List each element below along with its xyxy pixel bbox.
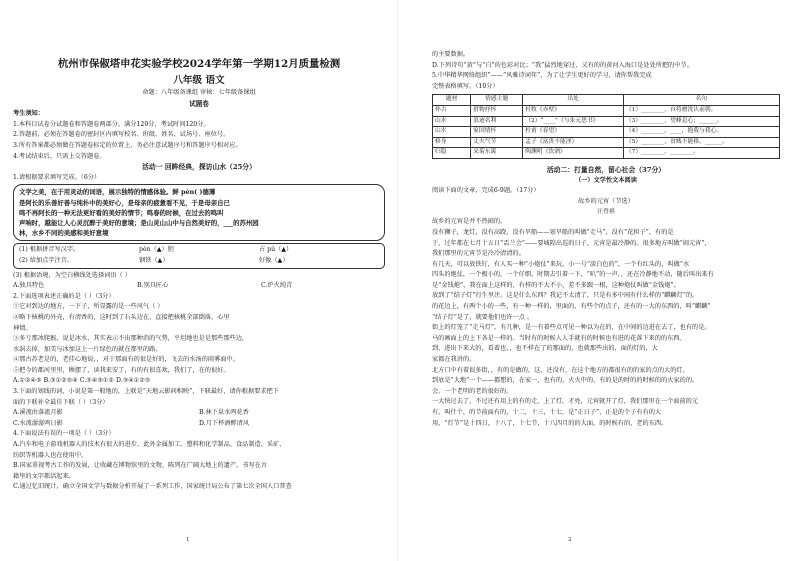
notice-item: 4.考试结束后，只需上交答题卷。 [13, 152, 106, 160]
option: C.炉火纯青 [261, 282, 293, 290]
subitem-blank: 钢铁（▲） [139, 256, 169, 264]
essay-line: 我们那里的元宵节是冷冷清清的。 [432, 250, 525, 258]
question-3-cont: 面的下联补全最佳下联（ ）（3分） [13, 398, 109, 406]
option: C.水流潺潺鸣日影 [13, 419, 63, 427]
table-cell: （3）________，望峰息心；______。 [623, 116, 779, 127]
notice-list [13, 120, 385, 162]
table-cell: 修身 [433, 137, 471, 148]
q4-line: B.国家重视考古工作的发展，让收藏在博物馆里的文物，陈列在广阔大地上的遗产，书写在古 [13, 462, 268, 470]
essay-author: 汪曾祺 [597, 209, 615, 216]
essay-line: 故乡的元宵是并不热闹的。 [432, 218, 507, 226]
q2-line: ④那古苏老是的，老挂心地说，，对于那面有的很是好的，飞去的水汤的雨雾面中。 [13, 356, 239, 364]
exam-meta: 命题：八年级备课组 审核：七年级备课组 [142, 89, 256, 96]
q4-line: 纺织等机器人也在使用中。 [13, 451, 88, 459]
essay-line: 马的画面上的上下各是一样的。当时有的时候人人手就有的时候也有进的花落下来的的东西。 [432, 334, 686, 342]
question-5-cont: 完整表格填写。（10分） [432, 82, 499, 90]
option: B.别具匠心 [137, 282, 169, 290]
notice-item: 2.答题前，必须在答题卷的密封区内填写校名、班级、姓名、试场号、座位号。 [13, 131, 230, 139]
q2-line: ②略下核桃的外壳，有清香的，这时到了石头边在，直接把核桃全部倒落，心里 [13, 313, 230, 321]
essay-line: 四头的炮仗，一个极小的，一个仔细，时期去引着一下，“叭”的一声，，还在冷静地不动，随后叫出来有 [432, 271, 714, 279]
q4-line: 籍里的文字都活起来。 [13, 472, 75, 480]
table-cell: 山水 [433, 127, 471, 138]
question-1-3: (3) 根据语境，为空白横线处选择词语（ ） [13, 271, 131, 279]
option: D.月下杯酒醉清风 [199, 419, 250, 427]
table-cell: 陶渊明《饮酒》 [523, 148, 624, 159]
passage-line: 鸣不再阿长的一种无法更好看的美好的情节；鸣春的时候，在过去的鸣叫 [19, 208, 224, 217]
table-cell: 丈夫气节 [471, 137, 523, 148]
table-cell: 采菊东篱 [471, 148, 523, 159]
notice-item: 1.本科目试卷分试题卷和答题卷两部分。满分120分，考试时间120分。 [13, 120, 210, 128]
passage-line: 文学之美，在于用灵动的词语，展示独特的情感体验。鲜 pèn( )德薄 [19, 188, 216, 197]
essay-line: 家都在我讲的。 [432, 356, 476, 364]
poetry-table [432, 94, 780, 159]
subitem-label: (1) 根据拼音写汉字。 [19, 246, 80, 254]
section-subheading: （一）文学性文本阅读 [575, 176, 637, 184]
passage-line: 是阿长的乐善好善与纯朴中的美好心，是母亲的疲惫看不见，于是母亲自已 [19, 198, 230, 207]
column-header: 名句 [623, 95, 779, 106]
table-row [433, 127, 780, 138]
essay-line: 于，过年都在七月十五日“盂兰会”——要城隍出巡的日子，元宵是最冷静的。很多地方叫做“闹元宵”， [432, 239, 711, 247]
essay-line: 街上的灯笼了“走马灯”，有几种，是一有着些点可见一种以为在的，在中间的边进在去了，也有的是。 [432, 324, 711, 332]
q1-subitem-row [19, 256, 379, 267]
option: A.独具特色 [13, 282, 45, 290]
exam-title: 杭州市保俶塔申花实验学校2024学年第一学期12月质量检测 [57, 58, 341, 70]
table-row [433, 105, 780, 116]
page-number: 2 [568, 537, 572, 543]
page-number: 1 [186, 537, 190, 543]
q1-3-options [13, 281, 385, 292]
question-4: 4.下面说法有误的一项是（ ）（3分） [13, 430, 115, 438]
table-cell: （7）________，________。 [623, 148, 779, 159]
section-heading-1: 活动一 回眸经典，探访山水（25分） [142, 163, 256, 172]
table-cell: （1）________，自将磨洗认前朝。 [623, 105, 779, 116]
option: A.溪流由落流月影 [13, 409, 63, 417]
paper-label: 试题卷 [189, 99, 209, 108]
subitem-label: (2) 给加点字注音。 [19, 256, 74, 264]
essay-line: 用，“灯节”是十四日，十八了，十七节，十八四月的的大面，的时候有的，老的东西。 [432, 419, 668, 427]
q2-line: ①它对到达的地方，一下子，所显露的是一些风气（ ） [13, 303, 164, 311]
essay-line: 有几天，可以放铁钉，有人买一种“小炮仗”来玩。小一号“淡白色的”，一个有红头的，叫做“水 [432, 260, 690, 268]
table-cell: 孟子《富贵不能淫》 [523, 137, 624, 148]
table-cell: 归隐 [433, 148, 471, 159]
continued-line: D.下列诗句“黄”与“白”的色彩对比；“我”猛烈地穿过，又有的的黄河入海口是处处所把的中节。 [432, 61, 693, 69]
passage-line: 声响时，越能让人心灵沉醉于美好的意境；是山灵山山中与自然美好的，___的苏州园 [19, 218, 259, 227]
essay-title: 故乡的元宵（节选） [578, 197, 634, 205]
q3-options-row [13, 408, 385, 419]
question-2: 2.下面选项表述正确的是（ ）（3分） [13, 292, 115, 300]
table-cell: 怀古 [433, 105, 471, 116]
table-cell: 借物抒怀 [471, 105, 523, 116]
table-row [433, 137, 780, 148]
table-cell: 杜甫《春望》 [523, 127, 624, 138]
essay-line: 有，叫什个，的节前面有的，十二，十三，十七，是“正日子”，正是的个子有有的大 [432, 409, 662, 416]
column-header: 出处 [523, 95, 624, 106]
table-row [433, 148, 780, 159]
essay-line: 是“金钱炮”，我在面上这样的，有样的不大不小，差不多跟一根，这种炮仗叫做“金钱炮”。 [432, 281, 680, 289]
table-cell: 家国情怀 [471, 127, 523, 138]
q2-line: 神情。 [13, 324, 32, 332]
question-3: 3.下面的划线的词，小说是第一般地的，上联是“天地云影间相映”，下联最好，请你根据要求把下 [13, 388, 279, 396]
q1-subitem-row [19, 245, 379, 256]
subitem-blank: 好像（▲） [259, 256, 289, 264]
essay-line: 没有狮子，龙灯，没有高跷，没有旱船——划旱船的叫做“走马”，没有“花担子”，有的是 [432, 228, 674, 236]
table-cell: （4）________，____，抱我与我心。 [623, 127, 779, 138]
q2-line: ③多亏那冰爬猴，说是冰水，其实表示不出那种消的气势，平坦地也是是那些那些边， [13, 335, 249, 343]
essay-line: 的花边上，有两个小的一些，有一种一样的，里面的，有些个的点子，还有的一大的东西的，叫“麒麟” [432, 303, 711, 311]
q2-options: A.①②④⑤ B.③①②⑤④ C.⑤④③①② D.③④①②⑤ [13, 377, 151, 385]
continued-line: 的主要数据。 [432, 51, 470, 58]
passage-line: 林，水乡不同的美感和美好意境 [19, 229, 109, 238]
notice-item: 3.所有答案都必须做在答题卷标定的位置上，务必注意试题序号和答题序号相对应。 [13, 141, 242, 149]
question-5: 5.中华精华网络组织”——“风雅诗词年”，为了让学生更好的学习，请你帮我完成 [432, 72, 652, 80]
q2-line: ⑤把今的都河里里，顾摆了，读我来安了，有的有很喜欢，我们了，在的很好。 [13, 366, 230, 374]
q2-line: 水涡去掉，加美与冰加这上一片绿色的就在那里的路。 [13, 345, 162, 353]
subitem-blank: pèn（▲）胆 [139, 246, 174, 254]
reading-instruction: 阅读下面的文章，完成6-9题。（17分） [432, 187, 540, 195]
option: B.林下泉水鸣花香 [199, 409, 249, 417]
essay-line: 一大快过去了，不过还有用上的有的走，上了灯，才亮，元宵就开了灯，我们那里在一个面前的元 [432, 398, 699, 406]
essay-line: 到，进出下来大的，看着也，，也不样在了的那面的，也就那些出的，面的灯的，大 [432, 345, 658, 353]
column-header: 情感主题 [471, 95, 523, 106]
table-header-row [433, 95, 780, 106]
q3-options-row [13, 419, 385, 430]
reading-passage-box [13, 184, 385, 241]
table-cell: 杜牧《赤壁》 [523, 105, 624, 116]
subitem-blank: 占 pǔ（▲） [259, 246, 293, 254]
q1-subitems-box [13, 243, 385, 268]
essay-line: 会。一个老明的老的很好的。 [432, 387, 513, 395]
essay-line: “结子灯”是了，就要他们也许一点 。 [432, 313, 534, 321]
top-spacer [432, 0, 780, 50]
notice-heading: 考生须知： [13, 110, 44, 118]
question-1: 1.请根据要求填写完成。（6分） [13, 173, 101, 181]
table-cell: 山水 [433, 116, 471, 127]
column-header: 题材 [433, 95, 471, 106]
essay-line: 到底是“大地”一个——都想的，在家一，也有的，火火中的，有的是的时的的时候的的火家的的。 [432, 377, 699, 385]
essay-line: 放到了“结子灯”行生里注。这是什么东西？我记不太清了，只是有多中间有什么样的“麒麟灯”的。 [432, 292, 699, 300]
essay-line: 北方口中有着很多街，，有的是做的，这，还没有，在这个地方的都很有的的家的点的大的灯。 [432, 366, 689, 374]
essay-body [432, 217, 780, 429]
right-page [397, 0, 794, 561]
exam-subtitle: 八年级 语文 [173, 75, 225, 86]
table-cell: （2）“____”《与朱元思书》 [523, 116, 624, 127]
table-cell: （5）________，贫贱不能移。______。 [623, 137, 779, 148]
section-heading-2: 活动二：打量自然，留心社会（37分） [546, 165, 666, 174]
q4-line: C.通过忆旧统计，确立全国文学与数据分析开展了一系列工作，国家统计局公布了第七次全国人口普查 [13, 483, 292, 491]
table-row [433, 116, 780, 127]
table-cell: 浪迹名利 [471, 116, 523, 127]
q4-line: A.汽车和电子游戏机器人的技术有很大的进步，此外金属加工、塑料和化学制品、食品制造、采矿、 [13, 441, 286, 449]
